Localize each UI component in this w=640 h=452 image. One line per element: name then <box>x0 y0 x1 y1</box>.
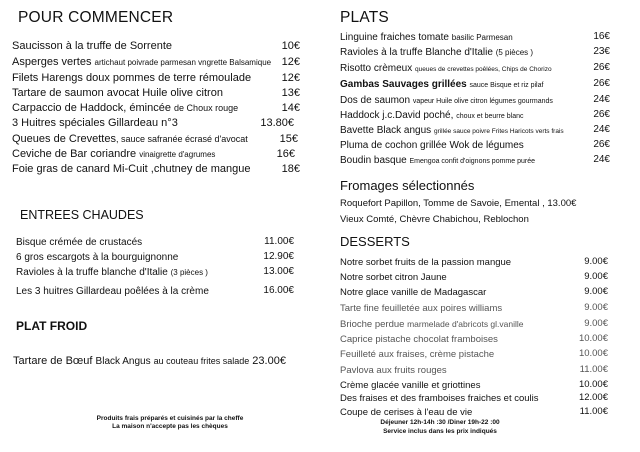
menu-item <box>12 163 250 176</box>
item-name: Tartare de Bœuf <box>13 355 93 367</box>
item-price: 16€ <box>593 31 610 42</box>
item-price: 9.00€ <box>584 302 608 313</box>
item-name: Ceviche de Bar coriandre <box>12 148 137 160</box>
item-name: Saucisson à la truffe de Sorrente <box>12 40 173 52</box>
item-name: Brioche perdue <box>340 319 405 330</box>
item-price: 13.00€ <box>263 266 294 277</box>
item-detail: sauce Bisque et riz pilaf <box>469 82 544 89</box>
item-detail: queues de crevettes poêlées, Chips de Chorizo <box>415 66 552 73</box>
menu-item <box>16 266 208 279</box>
item-detail: grillée sauce poivre Frites Haricots verts frais <box>433 128 564 135</box>
menu-item <box>16 251 178 264</box>
section-title-fromages: Fromages sélectionnés <box>340 178 475 193</box>
left-footer-line2: La maison n'accepte pas les chèques <box>112 423 228 430</box>
item-name: Boudin basque <box>340 155 407 166</box>
item-detail: artichaut poivrade parmesan vngrette Balsamique <box>94 58 272 67</box>
right-footer-line2: Service inclus dans les prix indiqués <box>383 428 497 435</box>
item-price: 24€ <box>593 154 610 165</box>
item-name: Foie gras de canard Mi-Cuit ,chutney de mangue <box>12 163 251 175</box>
item-name: Dos de saumon <box>340 95 411 106</box>
menu-item: Crème glacée vanille et griottines <box>340 380 481 391</box>
menu-item <box>12 148 215 161</box>
item-price: 26€ <box>593 62 610 73</box>
item-detail: basilic Parmesan <box>451 33 513 42</box>
item-price: 11.00€ <box>579 406 608 417</box>
menu-item <box>12 87 223 100</box>
item-price: 24€ <box>593 94 610 105</box>
fromages-list: Roquefort Papillon, Tomme de Savoie, Emental , <box>340 198 545 209</box>
item-price: 10€ <box>281 40 300 52</box>
item-detail: choux et beurre blanc <box>456 113 524 120</box>
item-price: 9.00€ <box>584 271 608 282</box>
item-name: Bisque crémée de crustacés <box>16 237 143 248</box>
item-price: 18€ <box>281 163 300 175</box>
item-price: 9.00€ <box>584 256 608 267</box>
item-price: 16€ <box>276 148 295 160</box>
section-title-entrees-chaudes: ENTREES CHAUDES <box>20 208 144 222</box>
menu-item <box>16 236 142 249</box>
item-price: 26€ <box>593 139 610 150</box>
menu-item: Notre sorbet fruits de la passion mangue <box>340 257 512 268</box>
menu-item: Des fraises et des framboises fraiches et coulis <box>340 393 539 404</box>
menu-item <box>12 117 178 130</box>
left-footer-line1: Produits frais préparés et cuisinés par la cheffe <box>96 415 244 422</box>
fromages-line1 <box>340 198 576 209</box>
menu-item <box>340 62 552 76</box>
item-price: 12.00€ <box>578 392 608 403</box>
menu-item <box>340 31 513 44</box>
item-detail: marmelade d'abricots gl.vanille <box>407 319 524 329</box>
item-detail: (3 pièces ) <box>170 268 208 277</box>
item-name: Risotto crèmeux <box>340 63 413 74</box>
item-name: Carpaccio de Haddock, émincée <box>12 102 171 114</box>
item-price: 9.00€ <box>584 286 608 297</box>
item-detail: vapeur Huile olive citron légumes gourmands <box>412 98 553 105</box>
item-name: Asperges vertes <box>12 56 92 68</box>
menu-item <box>16 285 209 298</box>
menu-item <box>12 133 248 146</box>
item-name: Queues de Crevettes <box>12 133 116 145</box>
menu-item <box>340 124 564 138</box>
fromages-line2: Vieux Comté, Chèvre Chabichou, Reblochon <box>340 214 529 225</box>
item-name: 6 gros escargots à la bourguignonne <box>16 252 179 263</box>
item-price: 24€ <box>593 124 610 135</box>
item-name: Pluma de cochon grillée Wok de légumes <box>340 140 524 151</box>
section-title-plats: PLATS <box>340 9 389 26</box>
menu-item <box>12 72 251 85</box>
menu-item: Feuilleté aux fraises, crème pistache <box>340 349 495 360</box>
item-price: 26€ <box>593 109 610 120</box>
item-price: 10.00€ <box>578 379 608 390</box>
item-name: Haddock j.c.David poché, <box>340 110 454 121</box>
menu-item <box>12 40 172 53</box>
plat-froid-item <box>13 355 286 367</box>
menu-item: Caprice pistache chocolat framboises <box>340 334 498 345</box>
item-price: 10.00€ <box>578 348 608 359</box>
item-price: 12€ <box>281 72 300 84</box>
menu-item <box>340 94 553 108</box>
menu-item <box>340 154 535 168</box>
item-price: 12.90€ <box>263 251 294 262</box>
item-price: 23€ <box>593 46 610 57</box>
item-name: Gambas Sauvages grillées <box>340 79 467 90</box>
right-footer-line1: Déjeuner 12h-14h :30 /Diner 19h-22 :00 <box>380 419 500 426</box>
item-name: Bavette Black angus <box>340 125 432 136</box>
fromages-price: 13.00€ <box>547 198 577 209</box>
item-name: Les 3 huitres Gillardeau poêlées à la crème <box>16 286 209 297</box>
menu-item <box>12 102 238 115</box>
item-price: 11.00€ <box>579 364 608 375</box>
item-detail: , sauce safranée écrasé d'avocat <box>115 134 248 144</box>
item-name: 3 Huitres spéciales Gillardeau n°3 <box>12 117 178 129</box>
item-detail: vinaigrette d'agrumes <box>139 150 216 159</box>
menu-item <box>340 109 524 123</box>
item-price: 13€ <box>281 87 300 99</box>
item-price: 12€ <box>281 56 300 68</box>
menu-item <box>340 139 524 152</box>
section-title-pour-commencer: POUR COMMENCER <box>18 9 174 26</box>
menu-item: Notre sorbet citron Jaune <box>340 272 447 283</box>
item-name: Ravioles à la truffe Blanche d'Italie <box>340 47 493 58</box>
menu-item: Coupe de cerises à l'eau de vie <box>340 407 473 418</box>
menu-item <box>12 56 271 69</box>
menu-item <box>340 318 524 331</box>
menu-item: Pavlova aux fruits rouges <box>340 365 447 376</box>
item-price: 9.00€ <box>584 318 608 329</box>
menu-item <box>340 46 533 59</box>
item-price: 14€ <box>281 102 300 114</box>
item-detail: de Choux rouge <box>174 103 239 113</box>
item-detail: Black Angus <box>95 356 151 367</box>
menu-item <box>340 78 543 92</box>
item-price: 11.00€ <box>264 236 294 247</box>
item-detail: Emengoa confit d'oignons pomme purée <box>409 158 535 165</box>
item-price: 13.80€ <box>260 117 294 129</box>
item-price: 10.00€ <box>578 333 608 344</box>
item-name: Tartare de saumon avocat Huile olive citron <box>12 87 223 99</box>
item-name: Ravioles à la truffe blanche d'Italie <box>16 267 168 278</box>
menu-item: Tarte fine feuilletée aux poires williams <box>340 303 503 314</box>
item-price: 16.00€ <box>263 285 294 296</box>
item-price: 26€ <box>593 78 610 89</box>
item-price: 15€ <box>279 133 298 145</box>
menu-item: Notre glace vanille de Madagascar <box>340 287 487 298</box>
item-name: Linguine fraiches tomate <box>340 32 449 43</box>
section-title-plat-froid: PLAT FROID <box>16 319 88 333</box>
section-title-desserts: DESSERTS <box>340 234 410 249</box>
item-name: Filets Harengs doux pommes de terre rémoulade <box>12 72 252 84</box>
item-price: 23.00€ <box>252 355 286 367</box>
item-detail: (5 pièces ) <box>495 48 534 57</box>
item-detail-secondary: au couteau frites salade <box>153 356 250 366</box>
